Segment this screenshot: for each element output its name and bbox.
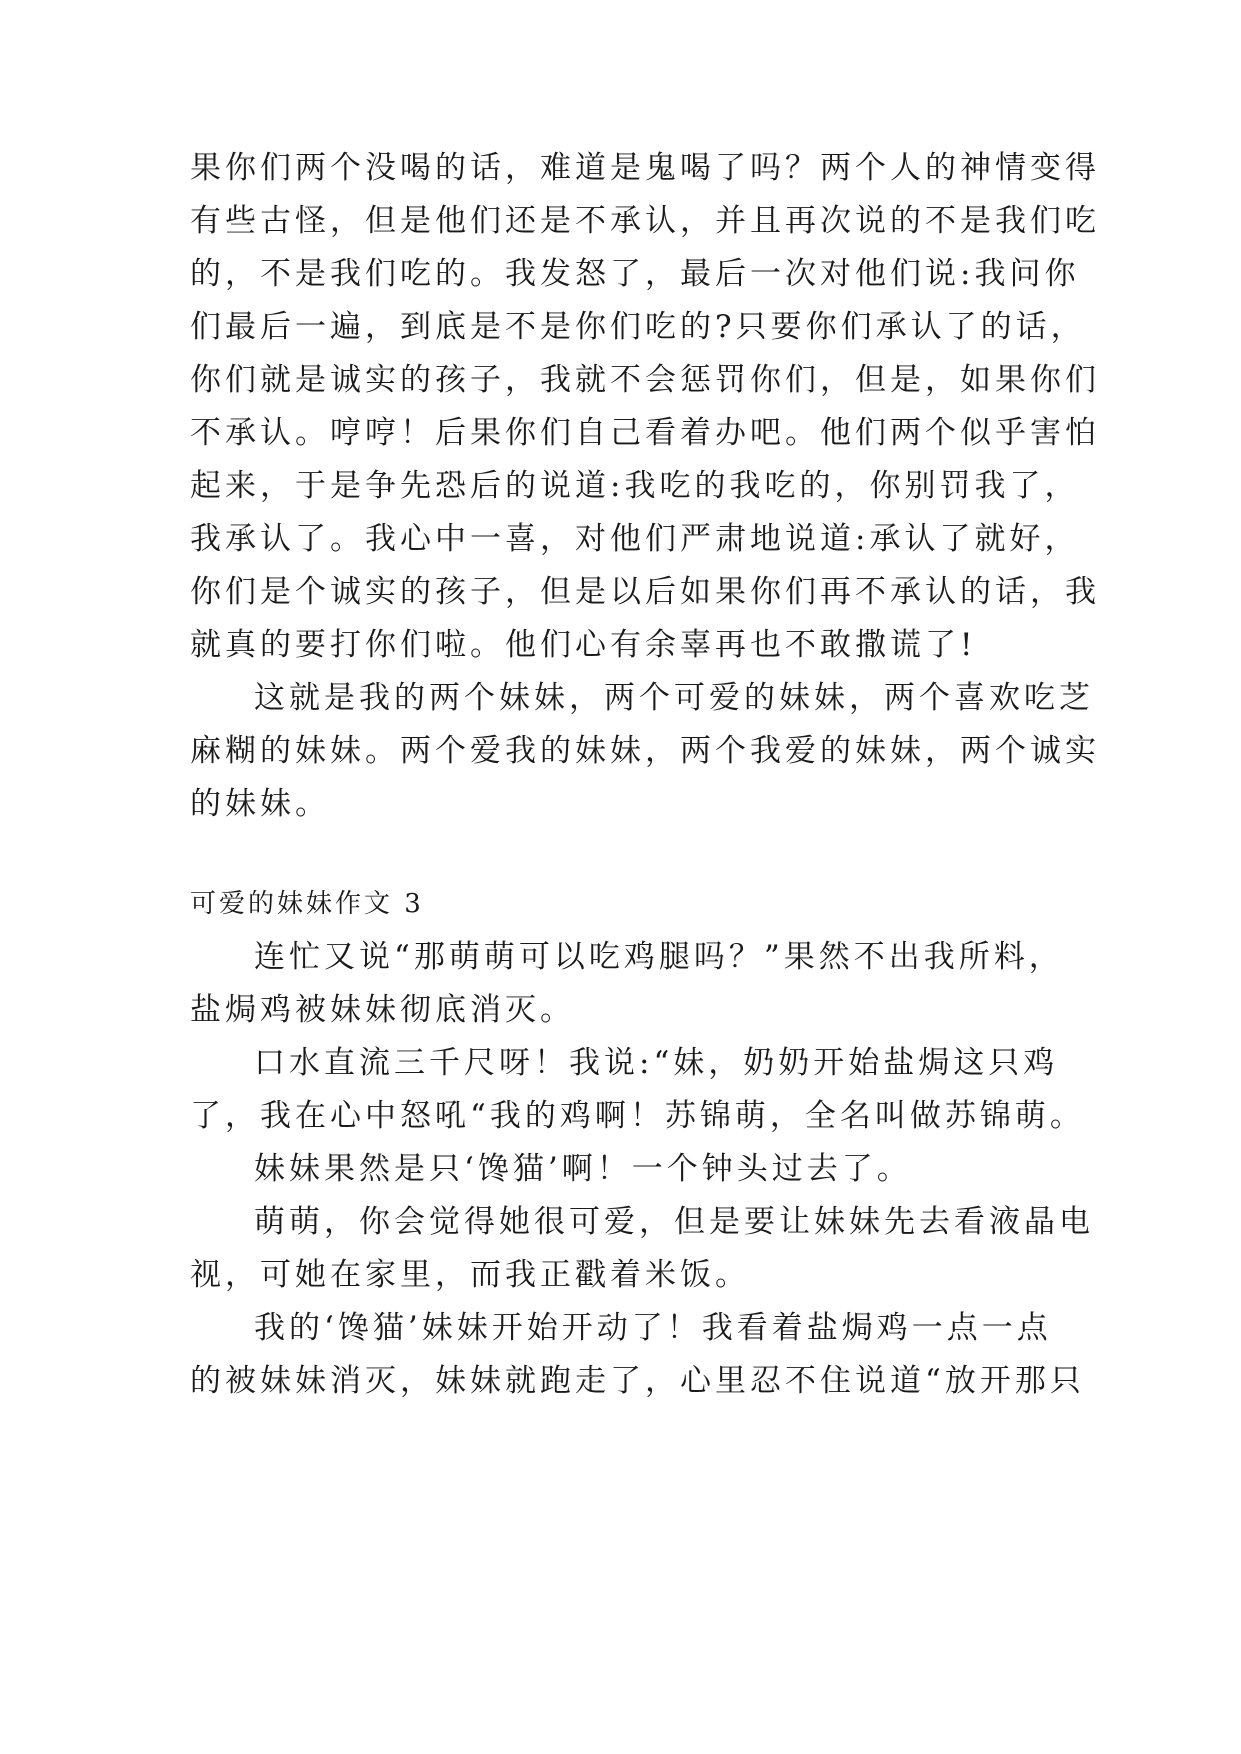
text-line: 就真的要打你们啦。他们心有余辜再也不敢撒谎了! [190, 627, 977, 663]
text-line: 有些古怪，但是他们还是不承认，并且再次说的不是我们吃 [190, 203, 1100, 239]
text-line: 我承认了。我心中一喜，对他们严肃地说道:承认了就好， [190, 521, 1080, 557]
text-line: 麻糊的妹妹。两个爱我的妹妹，两个我爱的妹妹，两个诚实 [190, 733, 1100, 769]
text-line: 视，可她在家里，而我正戳着米饭。 [190, 1257, 750, 1293]
text-line: 这就是我的两个妹妹，两个可爱的妹妹，两个喜欢吃芝 [254, 680, 1094, 716]
text-line: 们最后一遍，到底是不是你们吃的?只要你们承认了的话， [190, 309, 1086, 345]
text-line: 你们就是诚实的孩子，我就不会惩罚你们，但是，如果你们 [190, 362, 1100, 398]
text-line: 连忙又说“那萌萌可以吃鸡腿吗？”果然不出我所料， [254, 939, 1064, 975]
text-line: 你们是个诚实的孩子，但是以后如果你们再不承认的话，我 [190, 574, 1100, 610]
text-line: 我的‘馋猫’妹妹开始开动了！我看着盐焗鸡一点一点 [254, 1310, 1052, 1346]
text-line: 了，我在心中怒吼“我的鸡啊！苏锦萌，全名叫做苏锦萌。 [190, 1098, 1085, 1134]
text-line: 的被妹妹消灭，妹妹就跑走了，心里忍不住说道“放开那只 [190, 1363, 1085, 1399]
text-line: 萌萌，你会觉得她很可爱，但是要让妹妹先去看液晶电 [254, 1204, 1094, 1240]
text-line: 果你们两个没喝的话，难道是鬼喝了吗？两个人的神情变得 [190, 150, 1100, 186]
text-line: 盐焗鸡被妹妹彻底消灭。 [190, 992, 575, 1028]
text-line: 不承认。哼哼！后果你们自己看着办吧。他们两个似乎害怕 [190, 415, 1100, 451]
text-line: 妹妹果然是只‘馋猫’啊！一个钟头过去了。 [254, 1151, 912, 1187]
text-line: 的，不是我们吃的。我发怒了，最后一次对他们说:我问你 [190, 256, 1080, 292]
section-title: 可爱的妹妹作文 3 [190, 889, 424, 919]
text-line: 的妹妹。 [190, 786, 330, 822]
text-line: 口水直流三千尺呀！我说:“妹，奶奶开始盐焗这只鸡 [254, 1045, 1059, 1081]
text-line: 起来，于是争先恐后的说道:我吃的我吃的，你别罚我了， [190, 468, 1080, 504]
